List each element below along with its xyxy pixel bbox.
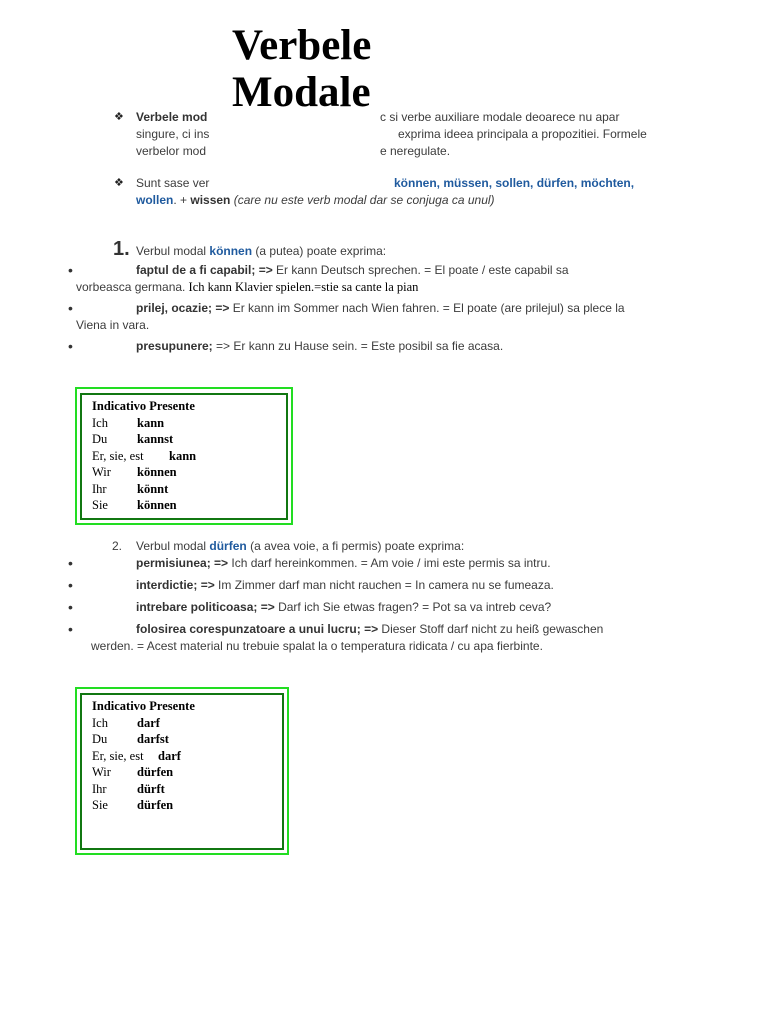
bullet-icon: • — [68, 262, 73, 278]
bullet-icon: • — [68, 555, 73, 571]
section-2-number: 2. — [112, 539, 123, 553]
section-2-item-4: folosirea corespunzatoare a unui lucru; => Dieser Stoff darf nicht zu heiß gewaschen — [136, 622, 604, 636]
intro-p1-line-1-rest: c si verbe auxiliare modale deoarece nu apar — [380, 110, 620, 124]
bullet-icon: • — [68, 338, 73, 354]
table-row: Ich darf — [92, 715, 160, 730]
section-1-number: 1. — [113, 238, 130, 260]
intro-p1-line-2b: exprima ideea principala a propozitiei. Formele — [398, 127, 647, 141]
table-row: Ihr dürft — [92, 781, 165, 796]
table-row: Sie dürfen — [92, 798, 174, 812]
table-header: Indicativo Presente — [92, 699, 195, 713]
table-row: Wir können — [92, 465, 177, 479]
intro-p2-line-1a: Sunt sase ver — [136, 176, 210, 190]
section-2-item-3: intrebare politicoasa; => Darf ich Sie etwas fragen? = Pot sa va intreb ceva? — [136, 600, 552, 614]
section-1-item-1: faptul de a fi capabil; => Er kann Deutsch sprechen. = El poate / este capabil sa — [136, 263, 569, 277]
bullet-icon: • — [68, 577, 73, 593]
diamond-bullet-icon: ❖ — [114, 177, 124, 189]
table-row: Du kannst — [92, 432, 174, 446]
table-row: Wir dürfen — [92, 765, 174, 779]
bullet-icon: • — [68, 300, 73, 316]
section-2-heading: Verbul modal dürfen (a avea voie, a fi permis) poate exprima: — [136, 539, 465, 553]
diamond-bullet-icon: ❖ — [114, 111, 124, 123]
section-2-item-4-cont: werden. = Acest material nu trebuie spalat la o temperatura ridicata / cu apa fierbinte. — [91, 639, 543, 653]
table-row: Er, sie, est darf — [92, 748, 181, 763]
table-row: Er, sie, est kann — [92, 448, 197, 463]
section-1-item-1-cont: vorbeasca germana. Ich kann Klavier spielen.=stie sa cante la pian — [76, 280, 419, 294]
intro-p1-line-3a: verbelor mod — [136, 144, 207, 158]
section-1-item-2: prilej, ocazie; => Er kann im Sommer nach Wien fahren. = El poate (are prilejul) sa plece la — [136, 301, 625, 315]
section-2-item-2: interdictie; => Im Zimmer darf man nicht rauchen = In camera nu se fumeaza. — [136, 578, 554, 592]
section-1-item-2-cont: Viena in vara. — [76, 318, 150, 332]
title-line-2: Modale — [232, 69, 371, 116]
section-1-heading: Verbul modal können (a putea) poate exprima: — [136, 244, 387, 258]
table-row: Du darfst — [92, 732, 169, 746]
konnen-conjugation-table — [92, 398, 282, 514]
section-2-item-1: permisiunea; => Ich darf hereinkommen. = Am voie / imi este permis sa intru. — [136, 556, 551, 570]
page-title — [232, 22, 375, 116]
modal-verbs-list: können, müssen, sollen, dürfen, möchten, — [394, 176, 635, 190]
table-row: Ihr könnt — [92, 481, 169, 496]
section-1-item-3: presupunere; => Er kann zu Hause sein. = Este posibil sa fie acasa. — [136, 339, 504, 353]
bullet-icon: • — [68, 599, 73, 615]
bullet-icon: • — [68, 621, 73, 637]
intro-p2-line-2: wollen. + wissen (care nu este verb modal dar se conjuga ca unul) — [136, 193, 495, 207]
table-header: Indicativo Presente — [92, 399, 195, 413]
table-row: Sie können — [92, 498, 177, 512]
intro-p1-line-2a: singure, ci ins — [136, 127, 210, 141]
table-row: Ich kann — [92, 415, 165, 430]
durfen-conjugation-table — [92, 698, 282, 814]
intro-p1-line-3b: e neregulate. — [380, 144, 451, 158]
intro-p1-line-1: Verbele mod — [136, 110, 208, 124]
title-line-1: Verbele — [232, 22, 372, 69]
